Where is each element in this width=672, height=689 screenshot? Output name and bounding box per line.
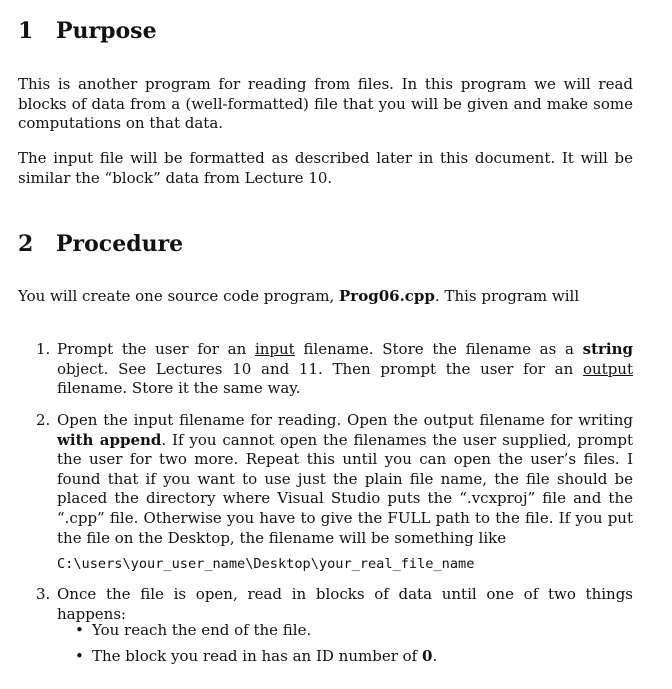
- list-item-1: [36, 340, 633, 399]
- text-run: The block you read in has an ID number of: [92, 647, 422, 665]
- text-run: filename. Store the filename as a: [294, 340, 583, 358]
- text-run: Prompt the user for an: [57, 340, 255, 358]
- bullet-icon: •: [75, 647, 84, 665]
- bullet-icon: •: [75, 621, 84, 639]
- bold-id-number: 0: [422, 647, 433, 665]
- text-run: Open the input filename for reading. Open the output filename for writing: [57, 411, 633, 429]
- purpose-paragraph-1: This is another program for reading from files. In this program we will read blocks of data from a (well-formatted) file that you will be given and make some computations on that data.: [18, 75, 633, 133]
- text-run: .: [432, 647, 438, 665]
- section-number: 2: [18, 231, 34, 257]
- list-marker: 2.: [36, 411, 51, 429]
- bullet-text: You reach the end of the file.: [92, 621, 312, 639]
- section-title: Purpose: [56, 18, 157, 44]
- list-item-2: [36, 411, 633, 575]
- bold-word-string: string: [582, 340, 633, 358]
- intro-text-tail: . This program will: [434, 287, 580, 305]
- section-number: 1: [18, 18, 34, 44]
- list-item-body: Once the file is open, read in blocks of data until one of two things happens:: [57, 585, 633, 623]
- example-file-path: C:\users\your_user_name\Desktop\your_real_file_name: [57, 556, 475, 573]
- bullet-item-id-zero: [75, 647, 635, 667]
- list-item-body: [57, 340, 633, 399]
- list-marker: 3.: [36, 585, 51, 603]
- section-title: Procedure: [56, 231, 184, 257]
- list-marker: 1.: [36, 340, 51, 358]
- bold-phrase-with-append: with append: [57, 430, 162, 449]
- bullet-item-end-of-file: [75, 621, 635, 641]
- program-filename: Prog06.cpp: [339, 287, 435, 305]
- list-item-body: [57, 411, 633, 548]
- section-heading-purpose: [18, 18, 157, 44]
- text-run: . If you cannot open the filenames the user supplied, prompt the user for two more. Repeat this until you can open the user’s files. I found that if you want to use just the plain file name, the file should be placed the directory where Visual Studio puts the “.vcxproj” file and the “.cpp” file. Otherwise you have to give the FULL path to the file. If you put the file on the Desktop, the filename will be something like: [57, 430, 633, 547]
- underlined-word-input: input: [254, 340, 295, 358]
- purpose-paragraph-2: The input file will be formatted as described later in this document. It will be similar the “block” data from Lecture 10.: [18, 149, 633, 187]
- list-item-3: [36, 585, 633, 624]
- text-run: object. See Lectures 10 and 11. Then prompt the user for an: [57, 359, 583, 378]
- underlined-word-output: output: [582, 359, 633, 378]
- section-heading-procedure: [18, 231, 183, 257]
- bullet-text: [92, 647, 437, 665]
- intro-text: You will create one source code program,: [18, 287, 340, 305]
- text-run: filename. Store it the same way.: [57, 379, 301, 398]
- procedure-intro: [18, 287, 633, 307]
